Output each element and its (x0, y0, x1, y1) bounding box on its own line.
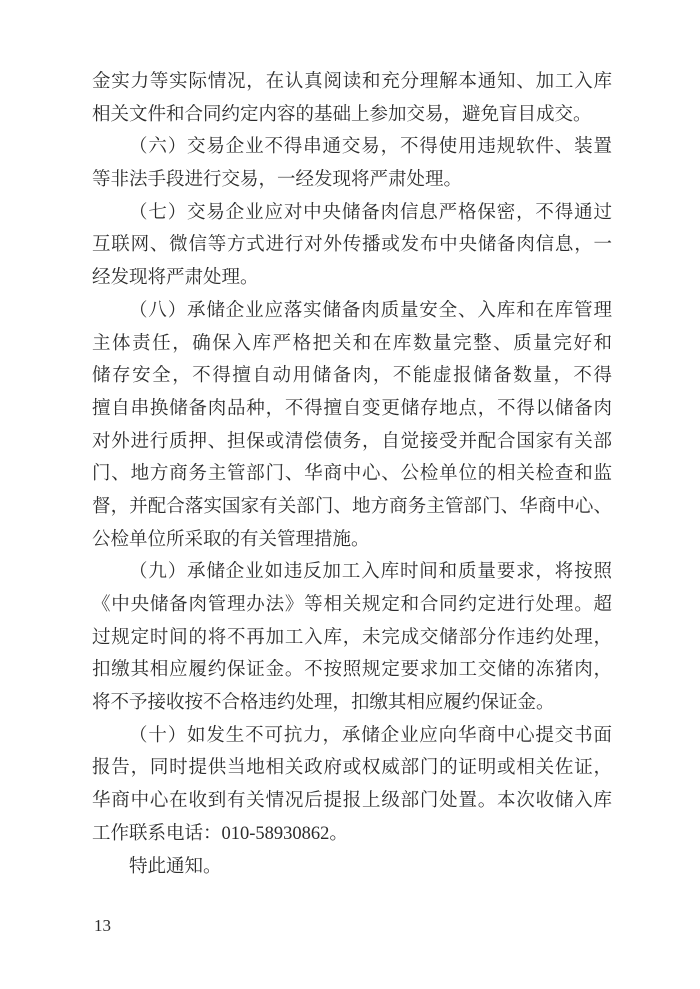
paragraph (92, 556, 612, 719)
text-line: 华商中心在收到有关情况后提报上级部门处置。本次收储入库 (92, 791, 612, 812)
text-line: 将不予接收按不合格违约处理，扣缴其相应履约保证金。 (92, 693, 555, 714)
text-line: 特此通知。 (129, 856, 222, 877)
text-line: 工作联系电话：010-58930862。 (92, 823, 348, 844)
page-number: 13 (94, 916, 111, 935)
text-line: （九）承储企业如违反加工入库时间和质量要求，将按照 (129, 562, 612, 583)
text-line: 扣缴其相应履约保证金。不按照规定要求加工交储的冻猪肉， (92, 660, 612, 681)
paragraph (92, 66, 612, 131)
text-line: （十）如发生不可抗力，承储企业应向华商中心提交书面 (129, 725, 612, 746)
paragraph (92, 131, 612, 196)
text-line: 公检单位所采取的有关管理措施。 (92, 529, 370, 550)
text-line: （七）交易企业应对中央储备肉信息严格保密，不得通过 (129, 202, 612, 223)
text-line: 《中央储备肉管理办法》等相关规定和合同约定进行处理。超 (92, 595, 612, 615)
text-line: 储存安全，不得擅自动用储备肉，不能虚报储备数量，不得 (92, 366, 612, 387)
text-line: （六）交易企业不得串通交易，不得使用违规软件、装置 (129, 137, 612, 158)
document-body (92, 66, 612, 883)
text-line: 金实力等实际情况，在认真阅读和充分理解本通知、加工入库 (92, 72, 612, 92)
text-line: 互联网、微信等方式进行对外传播或发布中央储备肉信息，一 (92, 235, 612, 256)
text-line: 主体责任，确保入库严格把关和在库数量完整、质量完好和 (92, 333, 612, 354)
paragraph (92, 295, 612, 557)
text-line: 经发现将严肃处理。 (92, 268, 259, 289)
text-line: 相关文件和合同约定内容的基础上参加交易，避免盲目成交。 (92, 104, 592, 125)
paragraph (92, 720, 612, 851)
paragraph (92, 851, 612, 884)
text-line: 门、地方商务主管部门、华商中心、公检单位的相关检查和监 (92, 464, 612, 485)
text-line: 等非法手段进行交易，一经发现将严肃处理。 (92, 170, 463, 191)
text-line: 报告，同时提供当地相关政府或权威部门的证明或相关佐证， (92, 758, 612, 779)
paragraph (92, 197, 612, 295)
text-line: 擅自串换储备肉品种，不得擅自变更储存地点，不得以储备肉 (92, 398, 612, 419)
text-line: 过规定时间的将不再加工入库，未完成交储部分作违约处理， (92, 627, 612, 648)
text-line: 对外进行质押、担保或清偿债务，自觉接受并配合国家有关部 (92, 431, 612, 452)
text-line: （八）承储企业应落实储备肉质量安全、入库和在库管理 (129, 300, 612, 321)
text-line: 督，并配合落实国家有关部门、地方商务主管部门、华商中心、 (92, 496, 612, 517)
